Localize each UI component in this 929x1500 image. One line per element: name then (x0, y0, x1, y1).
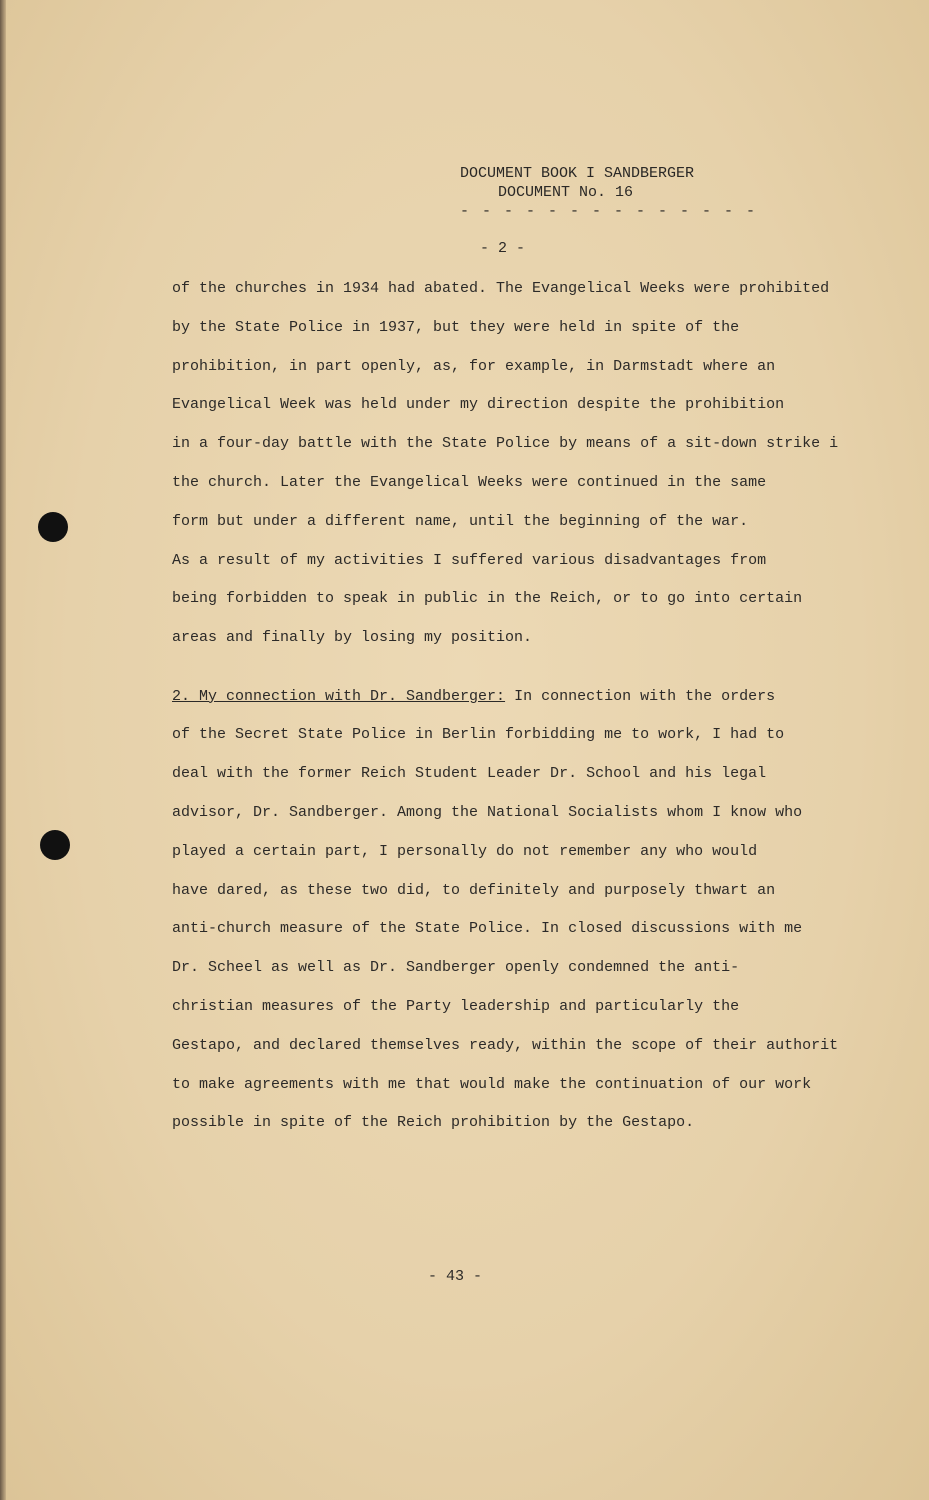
paragraph-gap (172, 665, 902, 685)
punch-hole (40, 830, 70, 860)
text-line: areas and finally by losing my position. (172, 629, 533, 647)
text-line: to make agreements with me that would make the continuation of our work (172, 1075, 812, 1093)
text-line: deal with the former Reich Student Leader Dr. School and his legal (172, 765, 767, 783)
text-line: the church. Later the Evangelical Weeks were continued in the same (172, 473, 767, 491)
text-fragment: In connection with the orders (505, 687, 776, 705)
text-line: played a certain part, I personally do not remember any who would (172, 842, 758, 860)
page-marker: - 2 - (480, 240, 526, 257)
text-line: by the State Police in 1937, but they were held in spite of the (172, 318, 740, 336)
footer-page-number: - 43 - (428, 1268, 483, 1285)
text-line: of the Secret State Police in Berlin forbidding me to work, I had to (172, 726, 785, 744)
text-line: possible in spite of the Reich prohibition by the Gestapo. (172, 1114, 695, 1132)
text-line: anti-church measure of the State Police. In closed discussions with me (172, 920, 803, 938)
text-line: have dared, as these two did, to definitely and purposely thwart an (172, 881, 776, 899)
header-document-number: DOCUMENT No. 16 (498, 184, 634, 201)
text-line: As a result of my activities I suffered various disadvantages from (172, 551, 767, 569)
text-line: Gestapo, and declared themselves ready, within the scope of their authorit (172, 1036, 839, 1054)
punch-hole (38, 512, 68, 542)
text-line: prohibition, in part openly, as, for example, in Darmstadt where an (172, 357, 776, 375)
header-rule: - - - - - - - - - - - - - - (460, 203, 758, 220)
text-line: Dr. Scheel as well as Dr. Sandberger openly condemned the anti- (172, 959, 740, 977)
body-text (172, 277, 902, 1150)
text-line: being forbidden to speak in public in the Reich, or to go into certain (172, 590, 803, 608)
text-line: christian measures of the Party leadership and particularly the (172, 997, 740, 1015)
page-left-edge (0, 0, 6, 1500)
text-line: of the churches in 1934 had abated. The Evangelical Weeks were prohibited (172, 280, 830, 297)
section-heading: 2. My connection with Dr. Sandberger: (172, 687, 506, 705)
text-line: advisor, Dr. Sandberger. Among the National Socialists whom I know who (172, 803, 803, 821)
document-header (430, 164, 760, 221)
header-title: DOCUMENT BOOK I SANDBERGER (460, 165, 695, 182)
text-line: Evangelical Week was held under my direction despite the prohibition (172, 396, 785, 414)
text-line: in a four-day battle with the State Police by means of a sit-down strike i (172, 435, 839, 453)
text-line: form but under a different name, until the beginning of the war. (172, 512, 749, 530)
section-heading-line (172, 685, 902, 724)
